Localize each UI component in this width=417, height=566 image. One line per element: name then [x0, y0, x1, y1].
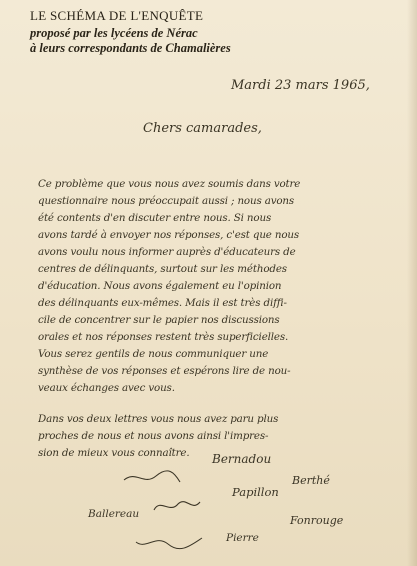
signature-ballereau: Ballereau [88, 508, 140, 520]
body-line: d'éducation. Nous avons également eu l'opinion [38, 280, 282, 292]
body-line: synthèse de vos réponses et espérons lire de nou- [38, 365, 291, 377]
letter-date: Mardi 23 mars 1965, [231, 78, 370, 93]
signature-pierre: Pierre [226, 532, 259, 544]
body-line: avons tardé à envoyer nos réponses, c'est que nous [38, 229, 300, 241]
signature-bernadou: Bernadou [212, 452, 272, 466]
signature-berthe: Berthé [292, 474, 330, 487]
signature-flourish [122, 468, 182, 488]
body-line: été contents d'en discuter entre nous. Si nous [38, 212, 272, 224]
closing-line: sion de mieux vous connaître. [38, 447, 190, 459]
body-line: orales et nos réponses restent très superficielles. [38, 331, 289, 343]
paragraph-gap [38, 397, 393, 411]
body-line: avons voulu nous informer auprès d'éducateurs de [38, 246, 296, 258]
body-line: questionnaire nous préoccupait aussi ; nous avons [38, 195, 295, 207]
letter-greeting: Chers camarades, [143, 121, 262, 136]
document-heading: LE SCHÉMA DE L'ENQUÊTE [30, 8, 204, 23]
body-line: Ce problème que vous nous avez soumis dans votre [38, 178, 301, 190]
page-edge-shadow [407, 0, 417, 566]
signature-papillon: Papillon [232, 485, 279, 499]
letter-body [38, 176, 393, 462]
signature-fonrouge: Fonrouge [290, 514, 344, 527]
signature-flourish [134, 534, 204, 552]
body-line: des délinquants eux-mêmes. Mais il est très diffi- [38, 297, 287, 309]
body-line: cile de concentrer sur le papier nos discussions [38, 314, 280, 326]
document-subtitle-line-1: proposé par les lycéens de Nérac [30, 26, 198, 40]
closing-line: Dans vos deux lettres vous nous avez paru plus [38, 413, 279, 425]
signature-flourish [152, 494, 202, 518]
body-line: veaux échanges avec vous. [38, 382, 175, 394]
body-line: centres de délinquants, surtout sur les méthodes [38, 263, 287, 275]
body-line: Vous serez gentils de nous communiquer une [38, 348, 269, 360]
document-subtitle-line-2: à leurs correspondants de Chamalières [30, 41, 231, 55]
closing-line: proches de nous et nous avons ainsi l'impres- [38, 430, 269, 442]
